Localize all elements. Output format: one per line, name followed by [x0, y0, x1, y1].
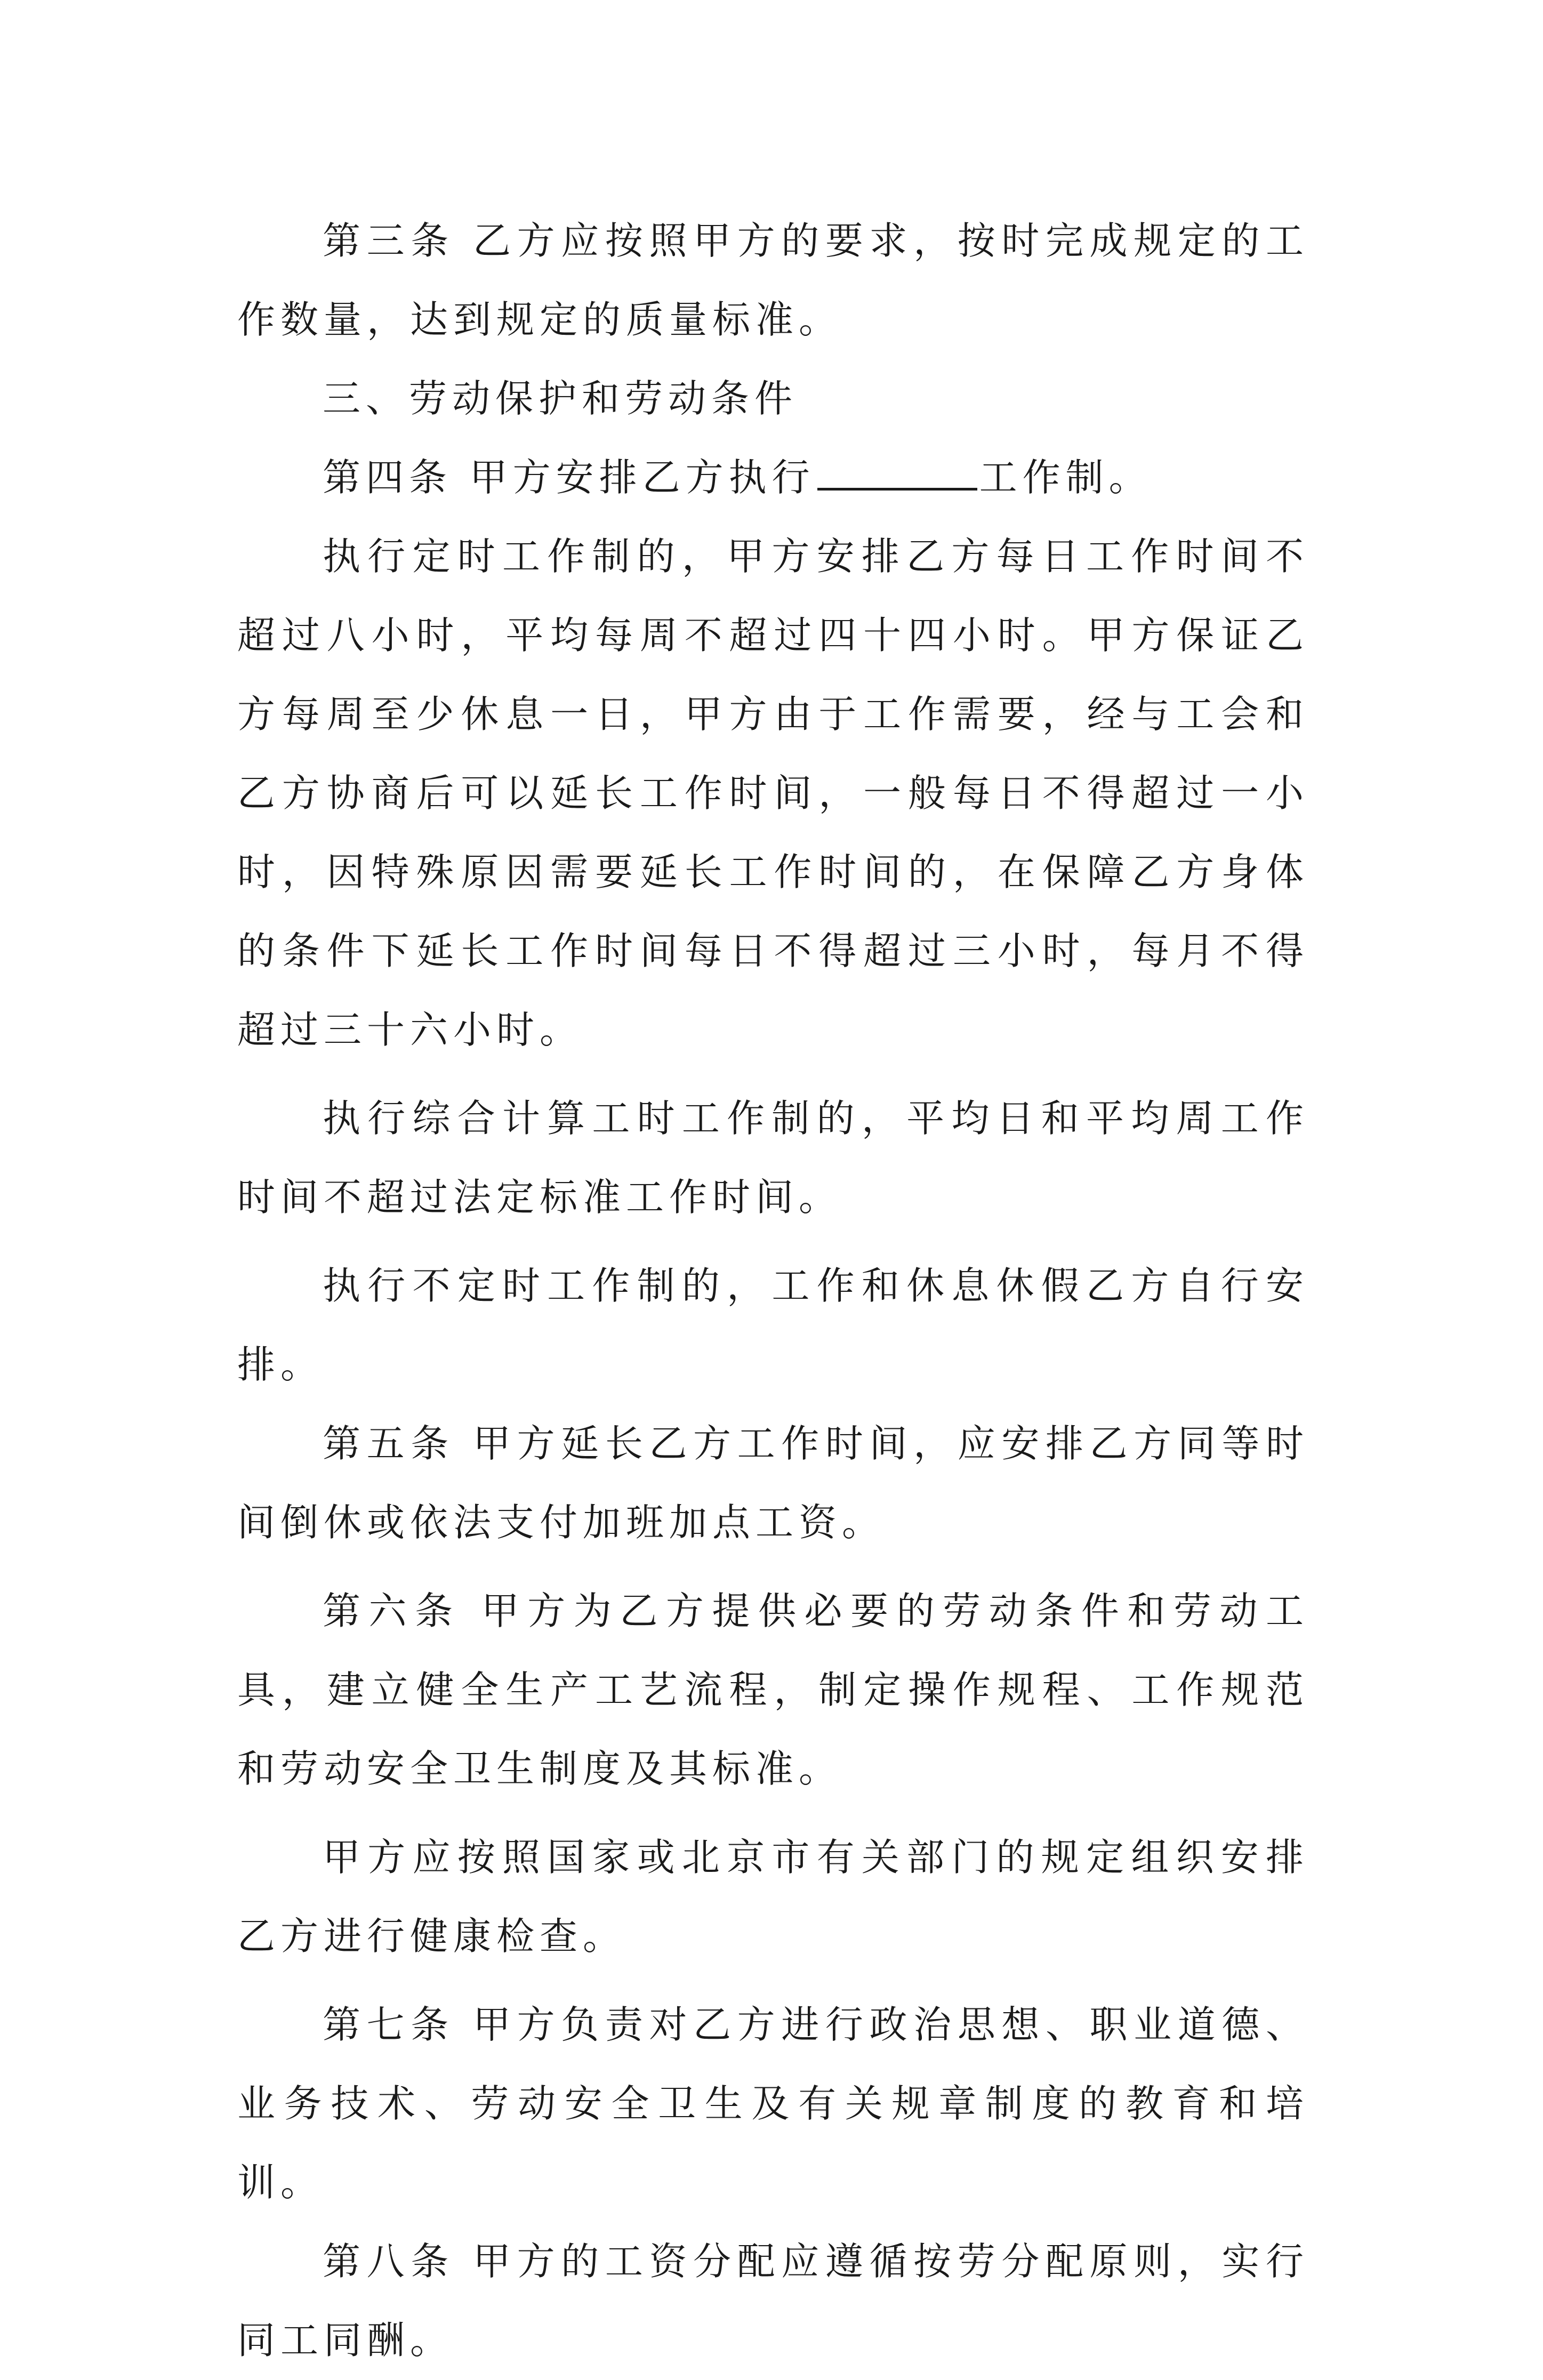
article-8-paragraph: 第八条 甲方的工资分配应遵循按劳分配原则，实行同工同酬。: [237, 2239, 1309, 2362]
article-4-text-after: 工作制。: [979, 455, 1152, 500]
contract-body: [237, 202, 1309, 2380]
flexible-hours-paragraph: 执行不定时工作制的，工作和休息休假乙方自行安排。: [237, 1264, 1309, 1387]
article-7-paragraph: 第七条 甲方负责对乙方进行政治思想、职业道德、业务技术、劳动安全卫生及有关规章制度的教育和培训。: [237, 2003, 1309, 2205]
article-5-paragraph: 第五条 甲方延长乙方工作时间，应安排乙方同等时间倒休或依法支付加班加点工资。: [237, 1421, 1309, 1545]
fixed-hours-paragraph: 执行定时工作制的，甲方安排乙方每日工作时间不超过八小时，平均每周不超过四十四小时。甲方保证乙方每周至少休息一日，甲方由于工作需要，经与工会和乙方协商后可以延长工作时间，一般每日不得超过一小时，因特殊原因需要延长工作时间的，在保障乙方身体的条件下延长工作时间每日不得超过三小时，每月不得超过三十六小时。: [237, 534, 1309, 1052]
work-system-blank: [817, 456, 977, 491]
section-3-heading: 三、劳动保护和劳动条件: [323, 376, 798, 421]
article-4-text-before: 第四条 甲方安排乙方执行: [323, 455, 815, 500]
article-4-paragraph: [237, 438, 1309, 517]
comprehensive-hours-paragraph: 执行综合计算工时工作制的，平均日和平均周工作时间不超过法定标准工作时间。: [237, 1096, 1309, 1219]
article-3-paragraph: 第三条 乙方应按照甲方的要求，按时完成规定的工作数量，达到规定的质量标准。: [237, 219, 1309, 342]
health-check-paragraph: 甲方应按照国家或北京市有关部门的规定组织安排乙方进行健康检查。: [237, 1835, 1309, 1958]
article-6-paragraph: 第六条 甲方为乙方提供必要的劳动条件和劳动工具，建立健全生产工艺流程，制定操作规程、工作规范和劳动安全卫生制度及其标准。: [237, 1589, 1309, 1791]
